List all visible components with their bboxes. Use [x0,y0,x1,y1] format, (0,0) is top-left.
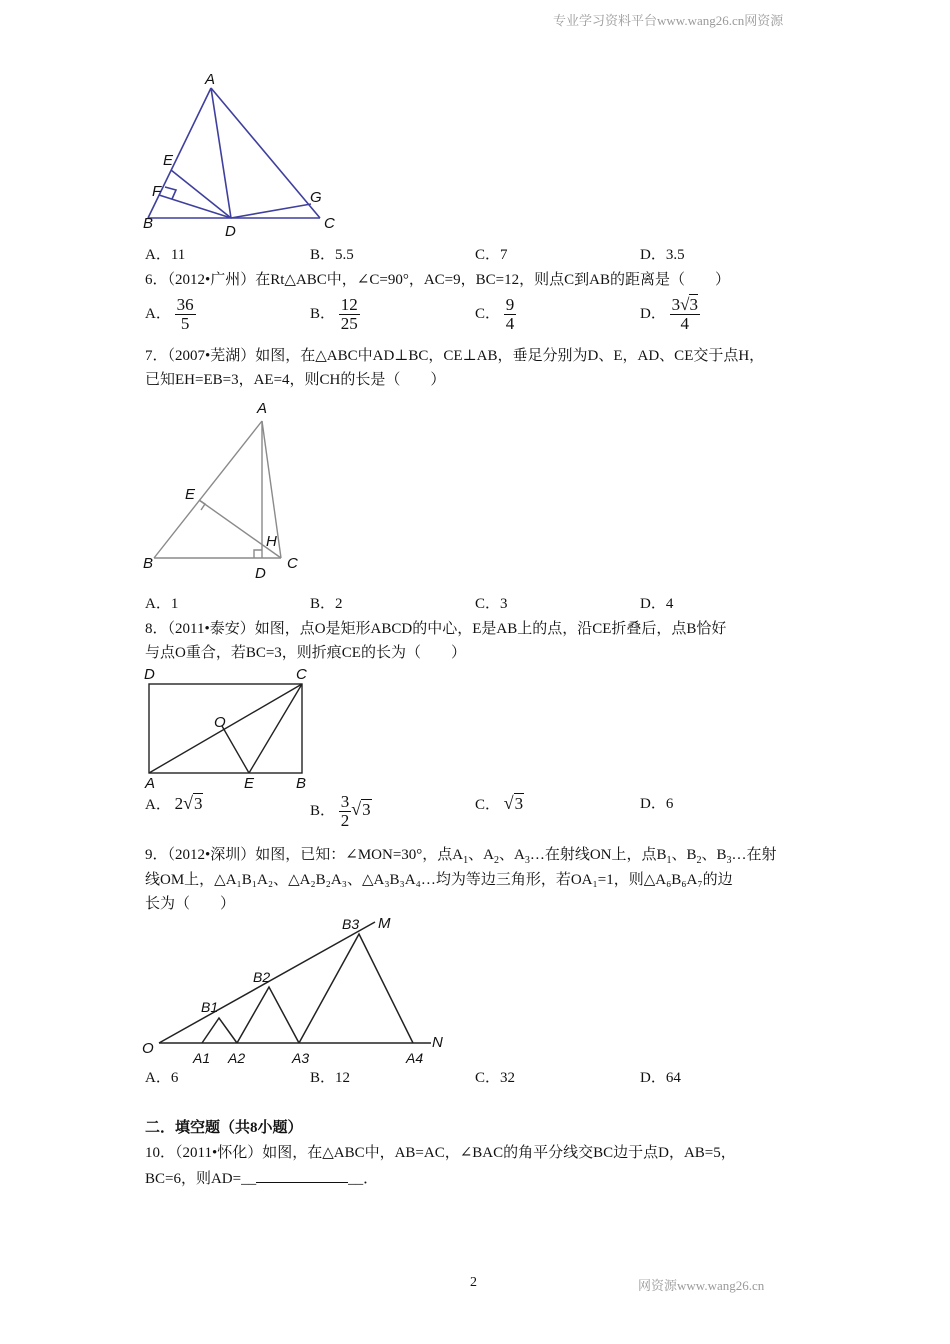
sqrt-icon: √ [680,295,690,314]
q6-c-num: 9 [505,295,515,314]
q8-option-c-label: C． [475,797,501,813]
q9-label-n: N [432,1034,443,1051]
q6-option-a-label: A． [145,305,171,322]
q6-option-a [145,296,196,333]
sqrt-icon: √ [183,793,193,813]
q9-label-b3: B3 [342,916,360,932]
q6-a-num: 36 [176,295,194,314]
q6-option-b [310,296,360,333]
q10-line1: 10．（2011•怀化）如图，在△ABC中，AB=AC，∠BAC的角平分线交BC边于点D，AB=5， [145,1145,736,1161]
q8-c-rad: 3 [514,794,524,813]
q6-option-c-fraction [504,296,517,333]
q7-line1: 7．（2007•芜湖）如图，在△ABC中AD⊥BC，CE⊥AB，垂足分别为D、E，AD、CE交于点H， [145,348,765,364]
q9-sub: 2 [493,855,499,866]
q6-b-den: 25 [340,314,358,333]
q8-a-rad: 3 [193,794,203,813]
q7-option-b: B．2 [310,596,343,612]
q7-right-angle-d [254,550,262,558]
q9-label-b2: B2 [253,969,271,985]
q9-triangle-3 [299,934,413,1043]
svg-text:A2 [227,1050,245,1066]
q7-figure [135,396,315,586]
q5-segment-fd [159,195,231,218]
q7-option-d: D．4 [640,596,674,612]
q5-label-f: F [152,183,162,200]
q9-option-c: C．32 [475,1070,516,1086]
q8-option-d: D．6 [640,796,674,812]
q7-label-b: B [143,555,154,572]
q9-line1-part: 、B [701,847,727,863]
q9-line1-part: 9．（2012•深圳）如图，已知：∠MON=30°，点A [145,847,464,863]
q8-segment-oe [222,726,249,773]
svg-text:A1 [192,1050,210,1066]
footer-site: 网资源www.wang26.cn [638,1278,765,1293]
header-site: 专业学习资料平台www.wang26.cn网资源 [553,13,784,28]
q9-label-b1: B1 [201,999,219,1015]
q9-label-a3: A3 [292,1050,310,1066]
q5-label-a: A [205,71,216,88]
q9-label-o: O [142,1040,154,1057]
svg-text:B3 [342,916,359,932]
q7-label-c: C [287,555,298,572]
q7-option-a: A．1 [145,596,179,612]
q9-triangle-1 [202,1018,237,1043]
q6-c-den: 4 [505,314,515,333]
q9-label-a2: A2 [228,1050,246,1066]
q7-right-angle-e [199,500,205,510]
q9-figure [135,910,455,1070]
q8-b-den: 2 [340,811,350,830]
q10-line2 [145,1168,378,1189]
q8-label-a: A [145,775,156,792]
q8-label-c: C [296,666,307,683]
q9-line1-part: 、A [498,847,525,863]
q8-label-o: O [214,714,226,731]
q9-line1-part: …在射 [731,847,777,863]
q8-option-b-label: B． [310,802,336,819]
q10-line2-start: BC=6，则AD=__ [145,1171,257,1187]
q9-label-a1: A1 [193,1050,211,1066]
q7-option-c: C．3 [475,596,508,612]
q8-option-b-fraction [339,793,352,830]
sqrt-icon: √ [351,798,362,819]
q8-option-c-value [504,793,524,814]
q9-option-d: D．64 [640,1070,681,1086]
q6-option-d [640,296,700,333]
q8-option-a-label: A． [145,797,171,813]
q8-option-a [145,793,203,815]
q9-label-m: M [378,915,391,932]
q5-figure [135,68,355,240]
q9-line1-part: …在射线ON上，点B [529,847,667,863]
q8-option-c [475,793,524,815]
q9-sub: 2 [696,855,702,866]
q8-label-b: B [296,775,307,792]
q9-sub: 3 [726,855,732,866]
q9-line3: 长为（ ） [145,896,236,912]
q8-figure [138,664,318,794]
svg-text:B1 [201,999,218,1015]
q8-label-e: E [244,775,255,792]
q6-a-den: 5 [180,314,190,333]
q6-option-d-label: D． [640,305,666,322]
q7-label-e: E [185,486,196,503]
q9-line1-part: 、B [671,847,697,863]
q5-label-b: B [143,215,154,232]
q6-d-den: 4 [680,314,690,333]
section2-title: 二．填空题（共8小题） [145,1120,303,1136]
q9-line1-part: 、A [468,847,494,863]
q6-option-c-label: C． [475,305,501,322]
q10-answer-blank [256,1168,348,1183]
sqrt-icon: √ [503,793,514,813]
q7-label-h: H [266,533,277,550]
q8-line1: 8．（2011•泰安）如图，点O是矩形ABCD的中心，E是AB上的点，沿CE折叠后，点B恰好 [145,621,727,637]
q5-label-c: C [324,215,335,232]
svg-text:A3 [291,1050,309,1066]
q9-option-a: A．6 [145,1070,179,1086]
svg-text:A4 [405,1050,423,1066]
q6-option-d-fraction [670,296,700,333]
q6-d-num [670,296,700,315]
q5-option-b: B．5.5 [310,247,354,263]
q9-triangle-2 [237,987,299,1043]
q9-label-a4: A4 [406,1050,424,1066]
q6-option-b-fraction [339,296,360,333]
q8-option-b [310,793,372,830]
q8-label-d: D [144,666,155,683]
q5-label-g: G [310,189,322,206]
q5-option-c: C．7 [475,247,508,263]
q8-a-coef: 2 [174,794,184,813]
q6-option-a-fraction [175,296,196,333]
q9-line1 [145,845,777,871]
q6-d-rad: 3 [689,295,698,314]
q9-sub: 1 [463,855,469,866]
q8-option-a-value [175,793,204,814]
q8-line2: 与点O重合，若BC=3，则折痕CE的长为（ ） [145,645,466,661]
q8-option-b-radical [351,799,371,820]
q9-option-b: B．12 [310,1070,351,1086]
q6-text: 6．（2012•广州）在Rt△ABC中，∠C=90°，AC=9，BC=12，则点C到AB的距离是（ ） [145,272,730,288]
svg-text:B2 [253,969,270,985]
q9-sub: 3 [524,855,530,866]
q8-fold-ce [249,684,302,773]
q5-segment-ed [171,170,231,218]
q5-segment-dg [231,204,311,218]
q6-d-coef: 3 [671,295,681,314]
q6-option-b-label: B． [310,305,336,322]
q8-b-num: 3 [340,792,350,811]
q7-label-a: A [257,400,268,417]
q7-side-ab [154,421,262,558]
q6-b-num: 12 [340,295,358,314]
q10-line2-end: __． [348,1171,379,1187]
q8-b-rad: 3 [362,799,371,819]
q5-option-a: A．11 [145,247,186,263]
q5-label-d: D [225,223,236,240]
q9-sub: 1 [666,855,672,866]
q9-line2: 线OM上，△A₁B₁A₂、△A₂B₂A₃、△A₃B₃A₄…均为等边三角形，若OA₁=1，则△A₆B₆A₇的边 [145,872,733,888]
q7-line2: 已知EH=EB=3，AE=4，则CH的长是（ ） [145,372,446,388]
q5-option-d: D．3.5 [640,247,685,263]
q5-label-e: E [163,152,174,169]
page-number: 2 [470,1275,477,1290]
q6-option-c [475,296,516,333]
q7-label-d: D [255,565,266,582]
